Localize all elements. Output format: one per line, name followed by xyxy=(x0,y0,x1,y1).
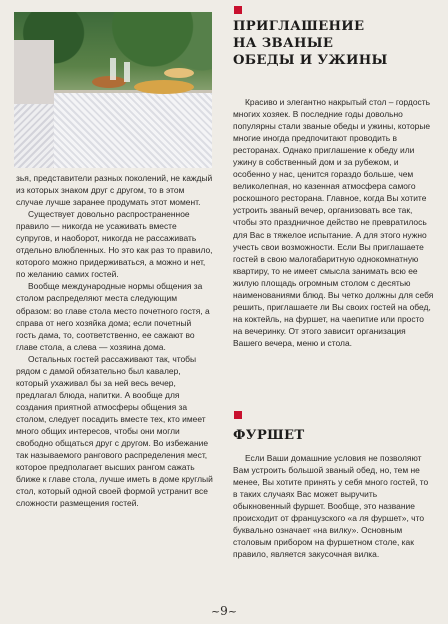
heading-line: НА ЗВАНЫЕ xyxy=(233,36,334,51)
section-heading xyxy=(233,18,433,69)
paragraph: зья, представители разных поколений, не каждый из которых знаком друг с другом, то в этом случае лучше заранее продумать этот момент. xyxy=(16,173,213,208)
paragraph: Красиво и элегантно накрытый стол – гордость многих хозяек. В последние годы довольно популярны стали званые обеды и ужины, которые многие иногда предпочитают проводить в ресторанах. Однако приглашение к обеду или ужину в собственный дом и за рубежом, и особенно у нас, ценится гораздо больше, чем великолепная, но казенная атмосфера самого роскошного ресторана. Главное, когда Вы хотите устроить званый вечер, организовать все так, чтобы это праздничное действо не превратилось для Вас в тяжелое испытание. А для этого нужно учесть свои возможности. Если Вы приглашаете гостей в свою малогабаритную однокомнатную квартиру, то не имеет смысла занимать всю ее жилую площадь огромным столом с десятью наименованиями блюд. Вы четко должны для себя решить, приглашаете ли Вы своих гостей на обед, на коктейль, на фуршет, на чаепитие или просто на вечеринку. От этого зависит организация Вашего вечера, меню и стола. xyxy=(233,97,434,348)
paragraph: Если Ваши домашние условия не позволяют Вам устроить большой званый обед, но, тем не менее, Вы хотите принять у себя много гостей, то в таких случаях Вас может выручить обыкновенный фуршет. Вообще, это название происходит от французского «а ля фуршет», что буквально означает «на вилку». Основным столовым прибором на фуршетном столе, как правило, является закусочная вилка. xyxy=(233,453,429,560)
photo-dish xyxy=(164,68,194,78)
paragraph: Остальных гостей рассаживают так, чтобы рядом с дамой обязательно был кавалер, который ухаживал бы за ней весь вечер, предлагал блюда, напитки. А вообще для создания приятной атмосферы общения за столом, следует посадить вместе тех, кто имеет много общих интересов, чтобы они могли свободно общаться друг с другом. Во избежание так называемого рангового распределения мест, которое предполагает высших рангом сажать ближе к главе стола, лучше иметь в доме круглый стол, который одной своей формой устранит все сложности размещения гостей. xyxy=(16,353,213,509)
banquet-table-photo xyxy=(14,12,212,168)
section-marker xyxy=(234,411,242,419)
subsection-text xyxy=(233,452,434,560)
photo-tent xyxy=(14,40,54,110)
photo-lace-table xyxy=(54,90,212,168)
photo-glass xyxy=(124,62,130,82)
paragraph: Вообще международные нормы общения за столом распределяют места следующим образом: во главе стола место почетного гостя, а справа от него хозяйка дома; если почетный гость дама, то, соответственно, ее сажают во главе стола, а слева — хозяина дома. xyxy=(16,281,210,352)
footer-ornament: ~ xyxy=(227,605,238,618)
heading-line: ПРИГЛАШЕНИЕ xyxy=(233,19,365,34)
left-column-text xyxy=(16,172,213,509)
photo-glass xyxy=(110,58,116,80)
photo-dish xyxy=(92,76,126,88)
section-marker xyxy=(234,6,242,14)
paragraph: Существует довольно распространенное правило — никогда не усаживать вместе супругов, и наоборот, никогда не рассаживать отдельно влюбленных. Но это как раз то правило, которого можно придерживаться, а можно и нет, по желанию самих гостей. xyxy=(16,209,213,280)
right-column-text xyxy=(233,96,434,349)
footer-ornament: ~ xyxy=(210,605,221,618)
heading-line: ОБЕДЫ И УЖИНЫ xyxy=(233,53,388,68)
photo-dish xyxy=(134,80,194,94)
page-footer xyxy=(0,604,448,618)
page-number: 9 xyxy=(220,604,228,618)
subsection-heading: ФУРШЕТ xyxy=(233,428,305,443)
